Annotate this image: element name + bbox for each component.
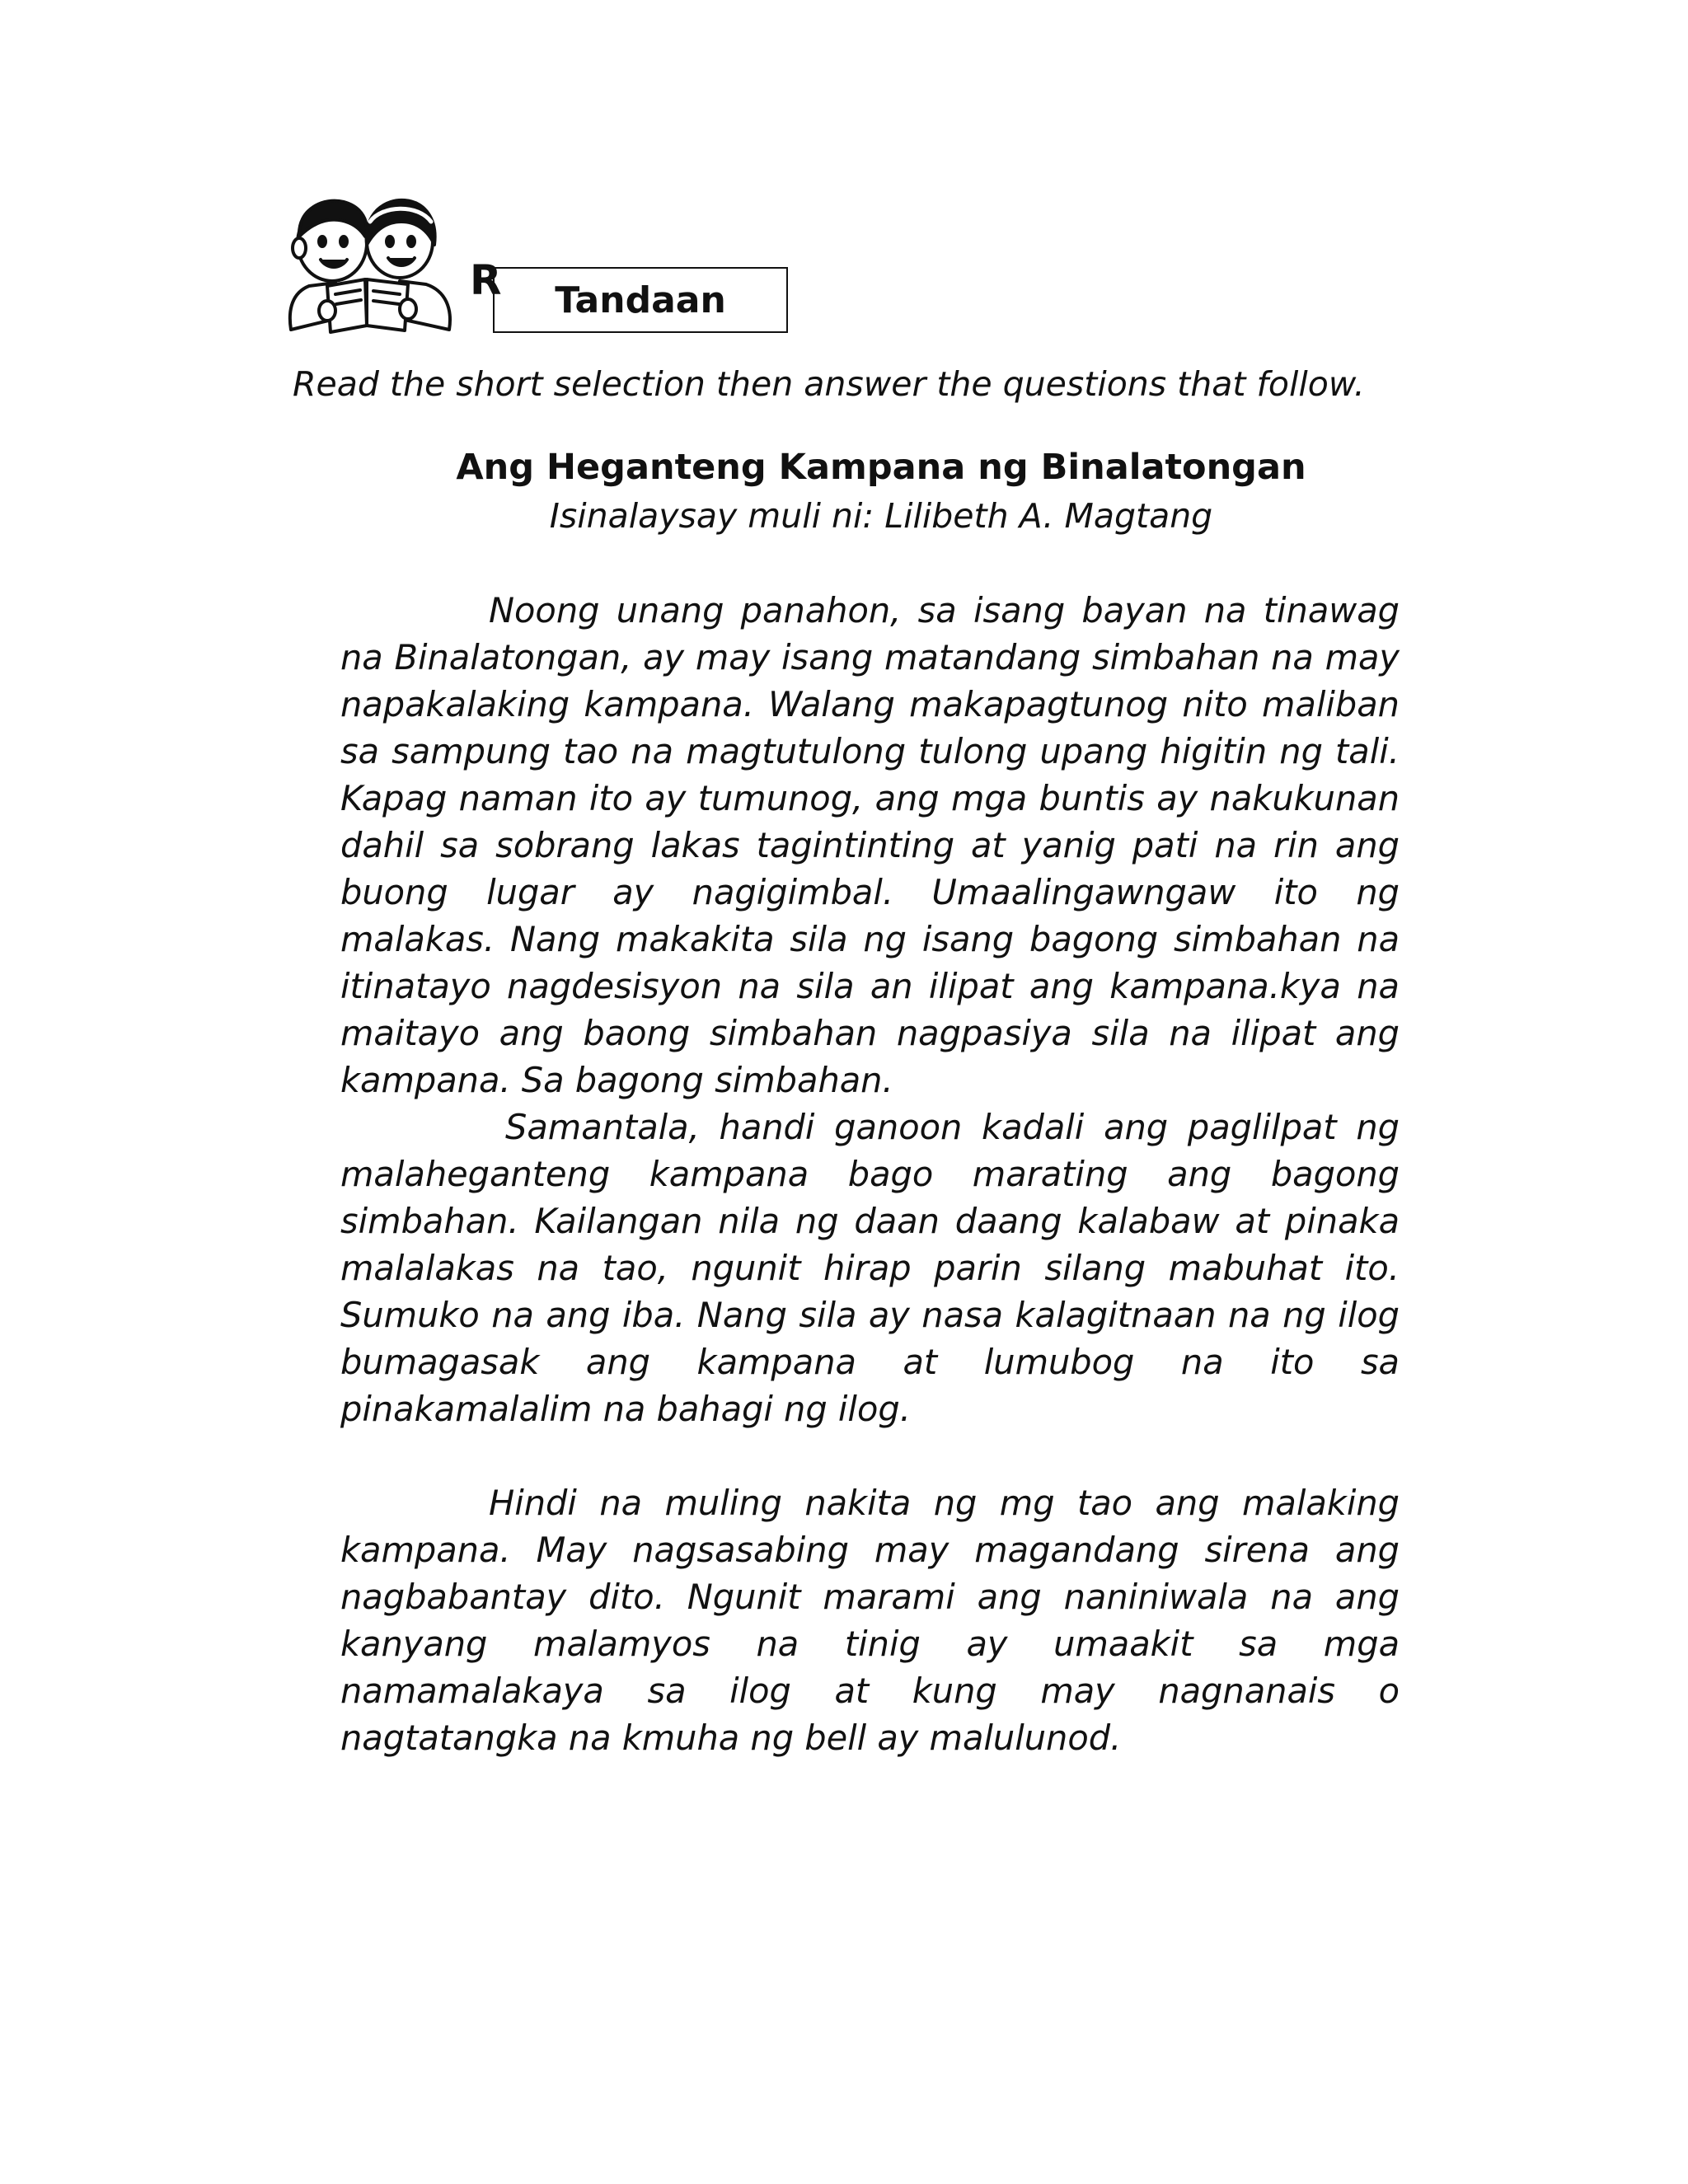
story-paragraph: Noong unang panahon, sa isang bayan na tinawag na Binalatongan, ay may isang matandang simbahan na may napakalaking kampana. Walang makapagtunog nito maliban sa sampung tao na magtutulong tulong upang higitin ng tali. Kapag naman ito ay tumunog, ang mga buntis ay nakukunan dahil sa sobrang lakas tagintinting at yanig pati na rin ang buong lugar ay nagigimbal. Umaalingawngaw ito ng malakas. Nang makakita sila ng isang bagong simbahan na itinatayo nagdesisyon na sila an ilipat ang kampana.kya na maitayo ang baong simbahan nagpasiya sila na ilipat ang kampana. Sa bagong simbahan. [340,590,1400,1100]
instruction-text: Read the short selection then answer the questions that follow. [293,364,1365,404]
story-paragraph: Samantala, handi ganoon kadali ang paglilpat ng malaheganteng kampana bago marating ang bagong simbahan. Kailangan nila ng daan daang kalabaw at pinaka malalakas na tao, ngunit hirap parin silang mabuhat ito. Sumuko na ang iba. Nang sila ay nasa kalagitnaan na ng ilog bumagasak ang kampana at lumubog na ito sa pinakamalalim na bahagi ng ilog. [340,1107,1400,1429]
section-label-box: Tandaan [493,267,788,333]
story-paragraph: Hindi na muling nakita ng mg tao ang malaking kampana. May nagsasabing may magandang sirena ang nagbabantay dito. Ngunit marami ang naniniwala na ang kanyang malamyos na tinig ay umaakit sa mga namamalakaya sa ilog at kung may nagnanais o nagtatangka na kmuha ng bell ay malulunod. [340,1483,1400,1758]
story-author: Isinalaysay muli ni: Lilibeth A. Magtang [549,496,1213,536]
story-body [340,587,1400,1761]
kids-reading-book-icon [284,194,453,342]
r-letter: R [470,256,502,304]
story-title: Ang Heganteng Kampana ng Binalatongan [456,447,1306,488]
section-header [284,194,812,342]
